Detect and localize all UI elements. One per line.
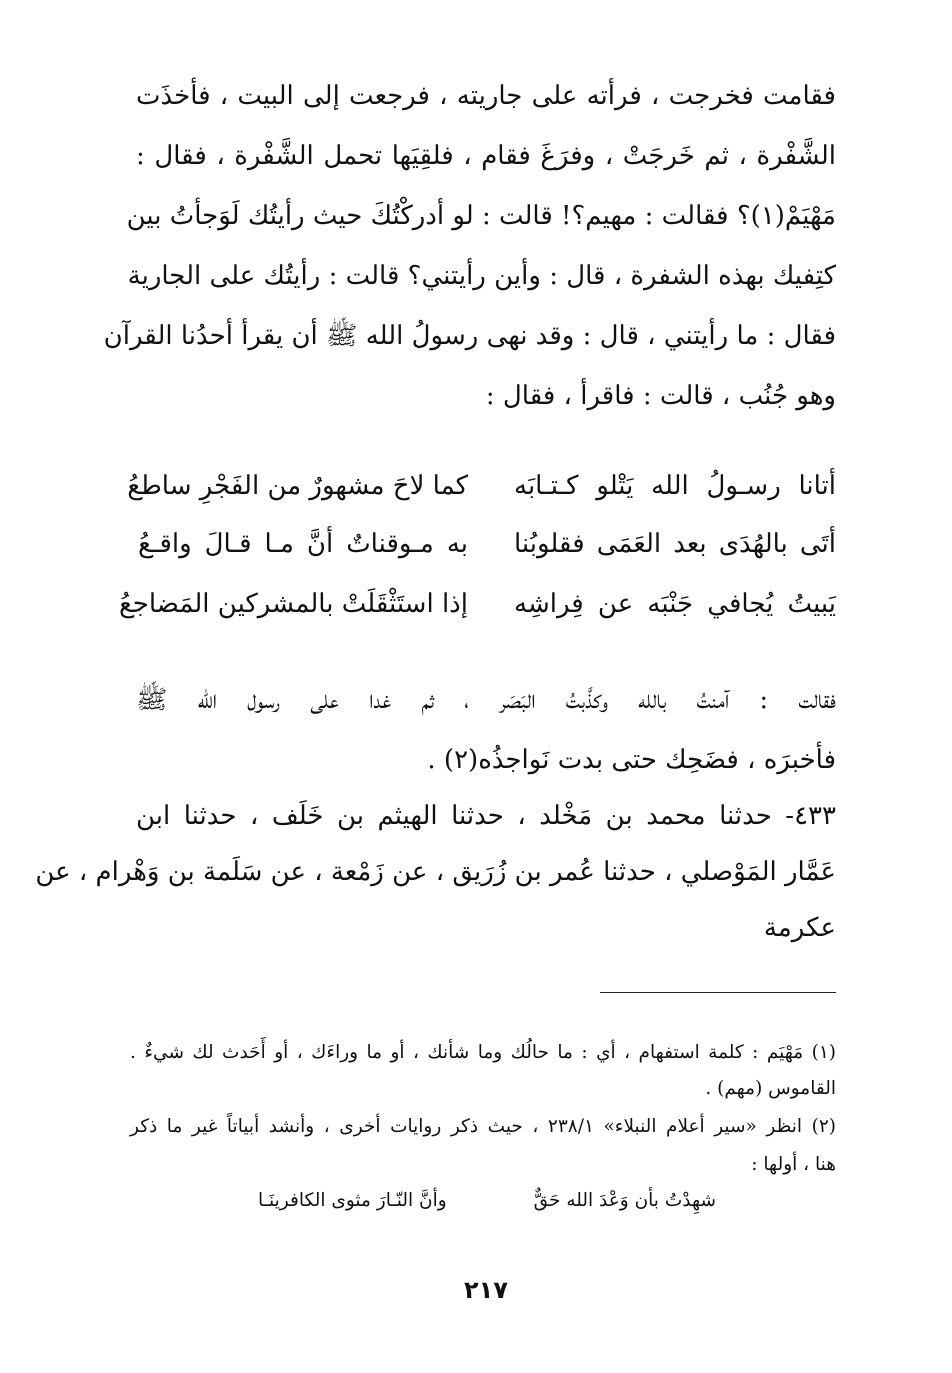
body-line-6: وهو جُنُب ، قالت : فاقرأ ، فقال :: [485, 381, 836, 411]
footnote-1-line-1: (١) مَهْيَم : كلمة استفهام ، أي : ما حالُك وما شأنك ، أو ما وراءَك ، أو أَحَدث لك شيءٌ .: [130, 1042, 836, 1063]
body-line-4: كتِفيك بهذه الشفرة ، قال : وأين رأيتني؟ قالت : رأيتُك على الجارية: [127, 261, 836, 291]
footnote-2-line-1: (٢) انظر «سير أعلام النبلاء» ٢٣٨/١ ، حيث ذكر روايات أخرى ، وأنشد أبياتاً غير ما ذكر: [130, 1116, 836, 1137]
body-line-1: فقامت فخرجت ، فرأته على جاريته ، فرجعت إلى البيت ، فأخذَت: [136, 81, 836, 111]
after-poem-line-1: فقالت : آمنتُ بالله وكذَّبتُ البَصَر ، ثم غدا على رسول الله ﷺ: [136, 685, 836, 715]
poem-verse-1-first-hemistich: أتانا رسـولُ الله يَتْلو كـتـابَه: [514, 471, 836, 501]
footnote-2-line-2: هنا ، أولها :: [751, 1154, 836, 1175]
footnote-1-line-2: القاموس (مهم) .: [705, 1078, 836, 1099]
footnote-2-verse-second-hemistich: وأنَّ النّـارَ مثوى الكافرينَـا: [258, 1190, 447, 1211]
poem-verse-2-second-hemistich: به مـوقناتٌ أنَّ مـا قـالَ واقـعُ: [138, 529, 468, 559]
body-line-5: فقال : ما رأيتني ، قال : وقد نهى رسولُ الله ﷺ أن يقرأ أحدُنا القرآن: [103, 321, 836, 351]
after-poem-line-2: فأخبرَه ، فضَحِك حتى بدت نَواجذُه(٢) .: [427, 745, 836, 775]
footnote-2-verse-first-hemistich: شهِدْتُ بأن وَعْدَ الله حَقٌّ: [533, 1190, 716, 1211]
footnote-separator: [600, 992, 836, 993]
poem-verse-1-second-hemistich: كما لاحَ مشهورٌ من الفَجْرِ ساطعُ: [127, 471, 468, 501]
body-line-3: مَهْيَمْ(١)؟ فقالت : مهيم؟! قالت : لو أدركْتُكَ حيث رأيتُك لَوَجأتُ بين: [126, 201, 836, 231]
hadith-line-2: عَمَّار المَوْصلي ، حدثنا عُمر بن زُرَيق ، عن زَمْعة ، عن سَلَمة بن وَهْرام ، عن: [35, 857, 836, 887]
poem-verse-3-second-hemistich: إذا استَثْقَلَتْ بالمشركين المَضاجعُ: [118, 589, 468, 619]
page-number: ٢١٧: [464, 1276, 508, 1304]
poem-verse-3-first-hemistich: يَبيتُ يُجافي جَنْبَه عن فِراشِه: [514, 589, 836, 619]
poem-verse-2-first-hemistich: أتَى بالهُدَى بعد العَمَى فقلوبُنا: [514, 529, 836, 559]
body-line-2: الشَّفْرة ، ثم خَرجَتْ ، وفرَغَ فقام ، فلقِيَها تحمل الشَّفْرة ، فقال :: [136, 141, 836, 171]
hadith-line-3: عكرمة: [763, 913, 836, 943]
hadith-line-1: ٤٣٣- حدثنا محمد بن مَخْلد ، حدثنا الهيثم بن خَلَف ، حدثنا ابن: [136, 801, 836, 831]
